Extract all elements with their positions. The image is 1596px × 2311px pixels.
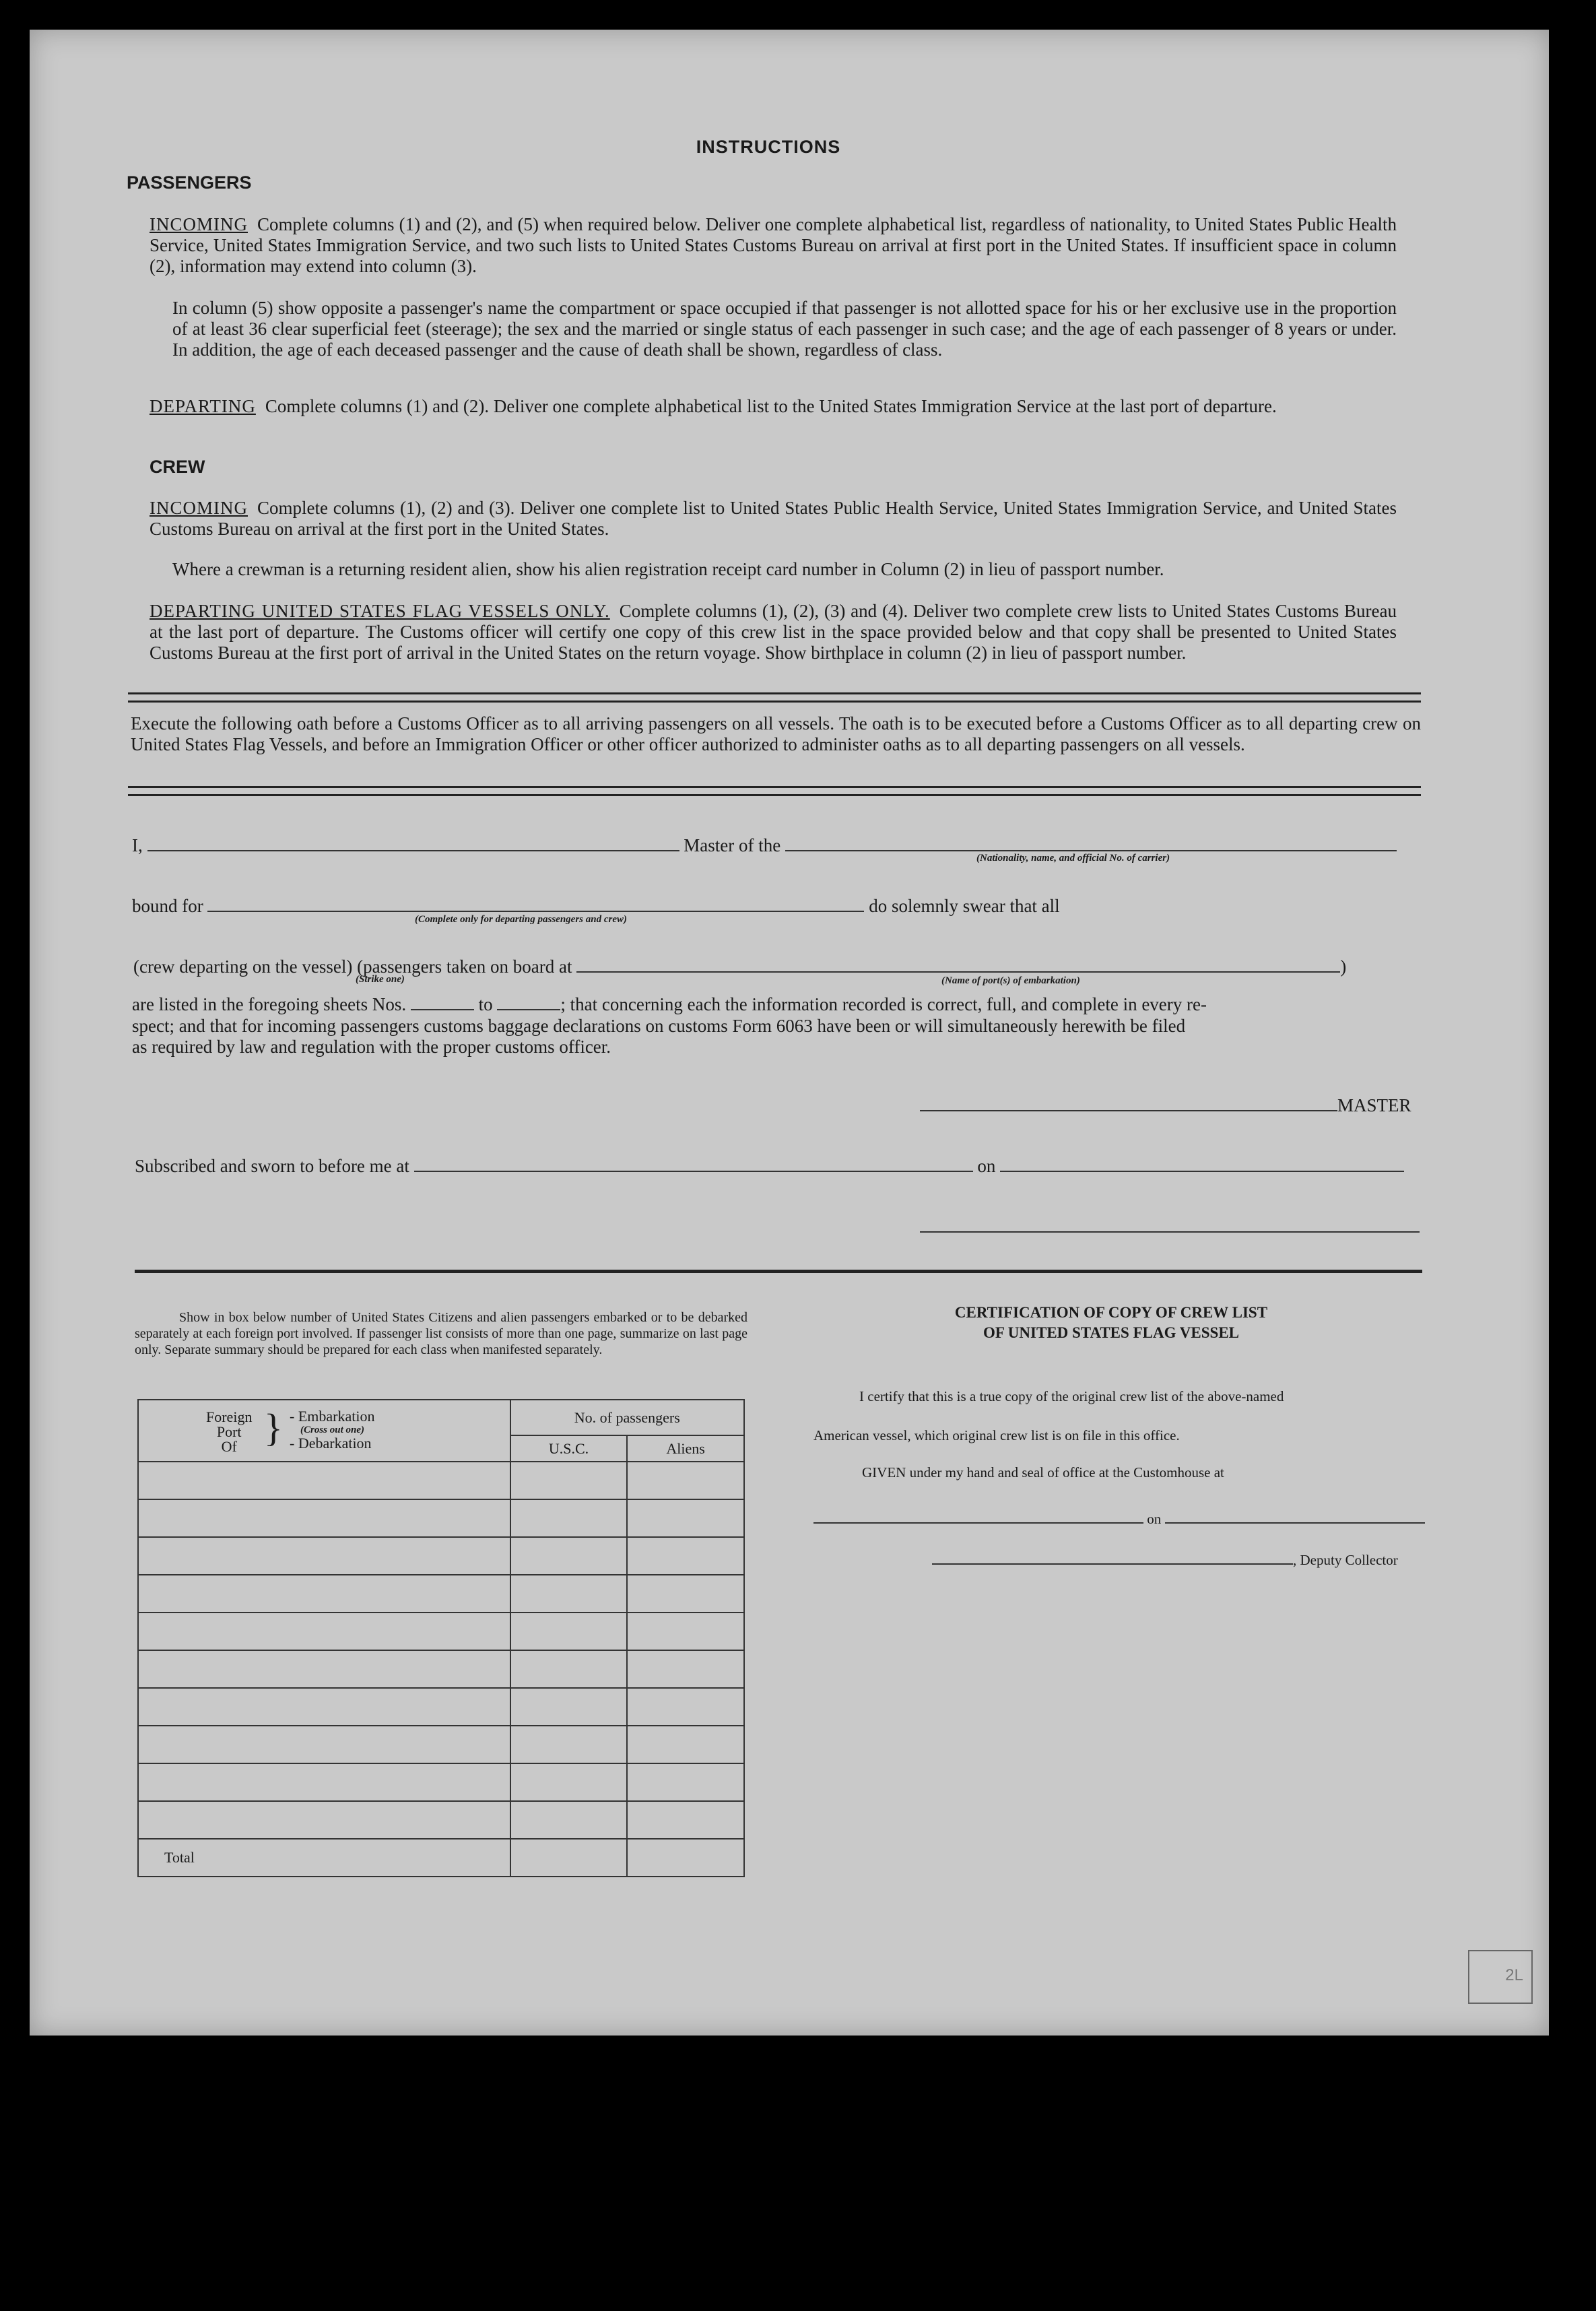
cert-text-3: GIVEN under my hand and seal of office at the Customhouse at: [862, 1464, 1224, 1480]
sheet-from-field[interactable]: [411, 997, 474, 1010]
customhouse-field[interactable]: [813, 1510, 1143, 1524]
cert-date-field[interactable]: [1165, 1510, 1425, 1524]
usc-cell[interactable]: [510, 1462, 628, 1499]
crew-resident-paragraph: Where a crewman is a returning resident alien, show his alien registration receipt card number in Column (2) in lieu of passport number.: [172, 559, 1164, 579]
double-rule-1: [128, 692, 1421, 703]
port-cell[interactable]: [138, 1499, 510, 1537]
incoming-label: INCOMING: [149, 214, 248, 234]
crew-incoming-paragraph: [149, 498, 1397, 540]
table-row: [138, 1462, 744, 1499]
table-row: [138, 1726, 744, 1763]
master-label: MASTER: [1337, 1095, 1411, 1115]
table-row: [138, 1650, 744, 1688]
subscribed-label: Subscribed and sworn to before me at: [135, 1156, 409, 1176]
usc-cell[interactable]: [510, 1613, 628, 1650]
brace-icon: }: [264, 1406, 283, 1450]
port-cell[interactable]: [138, 1613, 510, 1650]
certification-heading-1: CERTIFICATION OF COPY OF CREW LIST: [954, 1304, 1268, 1321]
oath-intro: Execute the following oath before a Customs Officer as to all arriving passengers on all vessels. The oath is to be executed before a Customs Officer as to all departing crew on United States Flag Vessels, and before an Immigration Officer or other officer authorized to administer oaths as to all departing passengers on all vessels.: [131, 713, 1421, 754]
cert-text-2: American vessel, which original crew list is on file in this office.: [813, 1427, 1180, 1443]
master-of-label: Master of the: [684, 835, 781, 855]
on-label: on: [977, 1156, 996, 1176]
passenger-summary-table: [137, 1399, 745, 1877]
table-row: [138, 1688, 744, 1726]
port-cell[interactable]: [138, 1537, 510, 1575]
table-row: [138, 1613, 744, 1650]
aliens-cell[interactable]: [627, 1613, 744, 1650]
listed-continued: ; that concerning each the information recorded is correct, full, and complete in every re-: [560, 994, 1207, 1014]
port-cell[interactable]: [138, 1801, 510, 1839]
crew-incoming-label: INCOMING: [149, 498, 248, 518]
double-rule-2: [128, 786, 1421, 796]
usc-cell[interactable]: [510, 1688, 628, 1726]
port-cell[interactable]: [138, 1726, 510, 1763]
oath-line-4: [132, 994, 1424, 1015]
sworn-date-field[interactable]: [1000, 1159, 1404, 1172]
crew-passengers-label: (crew departing on the vessel) (passengers taken on board at: [133, 956, 572, 977]
certification-heading: [815, 1303, 1407, 1343]
sworn-place-field[interactable]: [414, 1159, 973, 1172]
carrier-field[interactable]: [785, 838, 1397, 851]
table-row: [138, 1801, 744, 1839]
deputy-collector-label: , Deputy Collector: [1293, 1552, 1398, 1568]
to-label: to: [478, 994, 493, 1014]
incoming-text: Complete columns (1) and (2), and (5) when required below. Deliver one complete alphabetical list, regardless of nationality, to United States Public Health Service, United States Immigration Service, and two such lists to United States Customs Bureau on arrival at first port in the United States. If insufficient space in column (2), information may extend into column (3).: [149, 214, 1397, 276]
listed-label: are listed in the foregoing sheets Nos.: [132, 994, 407, 1014]
sheet-to-field[interactable]: [497, 997, 560, 1010]
port-header-port: Port: [216, 1423, 242, 1440]
certification-heading-2: OF UNITED STATES FLAG VESSEL: [983, 1324, 1240, 1341]
crew-departing-label: DEPARTING UNITED STATES FLAG VESSELS ONLY.: [149, 601, 610, 621]
usc-cell[interactable]: [510, 1537, 628, 1575]
close-paren: ): [1340, 956, 1347, 977]
crew-incoming-text: Complete columns (1), (2) and (3). Deliver one complete list to United States Public Health Service, United States Immigration Service, and United States Customs Bureau on arrival at the first port in the United States.: [149, 498, 1397, 539]
table-row: [138, 1575, 744, 1613]
usc-cell[interactable]: [510, 1726, 628, 1763]
ports-note: (Name of port(s) of embarkation): [941, 975, 1080, 986]
usc-header: U.S.C.: [510, 1435, 628, 1462]
port-cell[interactable]: [138, 1462, 510, 1499]
usc-cell[interactable]: [510, 1499, 628, 1537]
bound-for-label: bound for: [132, 896, 203, 916]
page-title: INSTRUCTIONS: [696, 137, 841, 157]
aliens-cell[interactable]: [627, 1650, 744, 1688]
deputy-signature-field[interactable]: [932, 1551, 1293, 1565]
aliens-cell[interactable]: [627, 1726, 744, 1763]
port-cell[interactable]: [138, 1763, 510, 1801]
table-row: [138, 1499, 744, 1537]
bound-note: (Complete only for departing passengers and crew): [415, 914, 627, 925]
section-passengers: PASSENGERS: [127, 172, 252, 193]
port-header-of: Of: [221, 1438, 237, 1455]
aliens-cell[interactable]: [627, 1537, 744, 1575]
summary-intro: Show in box below number of United States Citizens and alien passengers embarked or to be debarked separately at each foreign port involved. If passenger list consists of more than one page, summarize on last page only. Separate summary should be prepared for each class when manifested separately.: [135, 1310, 747, 1357]
master-signature-field[interactable]: [920, 1097, 1337, 1111]
aliens-cell[interactable]: [627, 1763, 744, 1801]
oath-line-1: [132, 835, 1397, 856]
passengers-incoming-paragraph: [149, 214, 1397, 277]
cert-line-deputy: [932, 1551, 1398, 1569]
listed-text-4: as required by law and regulation with the proper customs officer.: [132, 1037, 611, 1057]
total-label: Total: [138, 1839, 510, 1877]
oath-line-5: [132, 1016, 1424, 1037]
column5-paragraph: In column (5) show opposite a passenger's name the compartment or space occupied if that passenger is not allotted space for his or her exclusive use in the proportion of at least 36 clear superficial feet (steerage); the sex and the married or single status of each passenger in such case; and the age of each passenger of 8 years or under. In addition, the age of each deceased passenger and the cause of death shall be shown, regardless of class.: [172, 298, 1397, 360]
aliens-cell[interactable]: [627, 1688, 744, 1726]
strike-one-note: (Strike one): [356, 974, 405, 985]
page-number-box: [1468, 1950, 1533, 2004]
i-label: I,: [132, 835, 143, 855]
total-usc-cell[interactable]: [510, 1839, 628, 1877]
aliens-header: Aliens: [627, 1435, 744, 1462]
oath-line-7: [135, 1156, 1404, 1177]
heavy-rule: [135, 1270, 1422, 1273]
debarkation-option[interactable]: - Debarkation: [290, 1435, 372, 1452]
oath-line-6: [132, 1037, 1424, 1057]
officer-signature-field[interactable]: [920, 1218, 1420, 1233]
port-cell[interactable]: [138, 1650, 510, 1688]
crew-departing-text: Complete columns (1), (2), (3) and (4). Deliver two complete crew lists to United States Customs Bureau at the last port of departure. The Customs officer will certify one copy of this crew list in the space provided below and that copy shall be presented to United States Customs Bureau at the first port of arrival in the United States on the return voyage. Show birthplace in column (2) in lieu of passport number.: [149, 601, 1397, 663]
listed-text-3: spect; and that for incoming passengers customs baggage declarations on customs Form 6063 have been or will simultaneously herewith be filed: [132, 1016, 1186, 1036]
departing-text: Complete columns (1) and (2). Deliver one complete alphabetical list to the United States Immigration Service at the last port of departure.: [265, 396, 1277, 416]
bound-for-field[interactable]: [207, 899, 864, 912]
section-crew: CREW: [149, 457, 205, 477]
cert-on-label: on: [1147, 1511, 1162, 1527]
table-row: [138, 1763, 744, 1801]
cert-line-date: [813, 1510, 1425, 1528]
port-cell[interactable]: [138, 1688, 510, 1726]
table-row: [138, 1537, 744, 1575]
embarkation-option[interactable]: - Embarkation: [290, 1408, 375, 1425]
cross-out-note: (Cross out one): [300, 1425, 365, 1435]
usc-cell[interactable]: [510, 1763, 628, 1801]
oath-line-3: [133, 956, 1346, 977]
ports-field[interactable]: [576, 959, 1340, 973]
port-header-cell: [138, 1400, 510, 1462]
usc-cell[interactable]: [510, 1575, 628, 1613]
aliens-cell[interactable]: [627, 1575, 744, 1613]
page-number: 2L: [1505, 1966, 1523, 1984]
usc-cell[interactable]: [510, 1801, 628, 1839]
port-cell[interactable]: [138, 1575, 510, 1613]
total-aliens-cell[interactable]: [627, 1839, 744, 1877]
master-name-field[interactable]: [147, 838, 679, 851]
aliens-cell[interactable]: [627, 1499, 744, 1537]
aliens-cell[interactable]: [627, 1462, 744, 1499]
total-row: [138, 1839, 744, 1877]
aliens-cell[interactable]: [627, 1801, 744, 1839]
swear-label: do solemnly swear that all: [869, 896, 1060, 916]
departing-label: DEPARTING: [149, 396, 256, 416]
crew-departing-paragraph: [149, 601, 1397, 663]
usc-cell[interactable]: [510, 1650, 628, 1688]
passengers-departing-paragraph: [149, 396, 1397, 417]
cert-text-1: I certify that this is a true copy of the original crew list of the above-named: [859, 1388, 1284, 1404]
carrier-note: (Nationality, name, and official No. of carrier): [976, 853, 1170, 864]
no-passengers-header: No. of passengers: [510, 1400, 744, 1435]
port-header-foreign: Foreign: [206, 1408, 253, 1425]
